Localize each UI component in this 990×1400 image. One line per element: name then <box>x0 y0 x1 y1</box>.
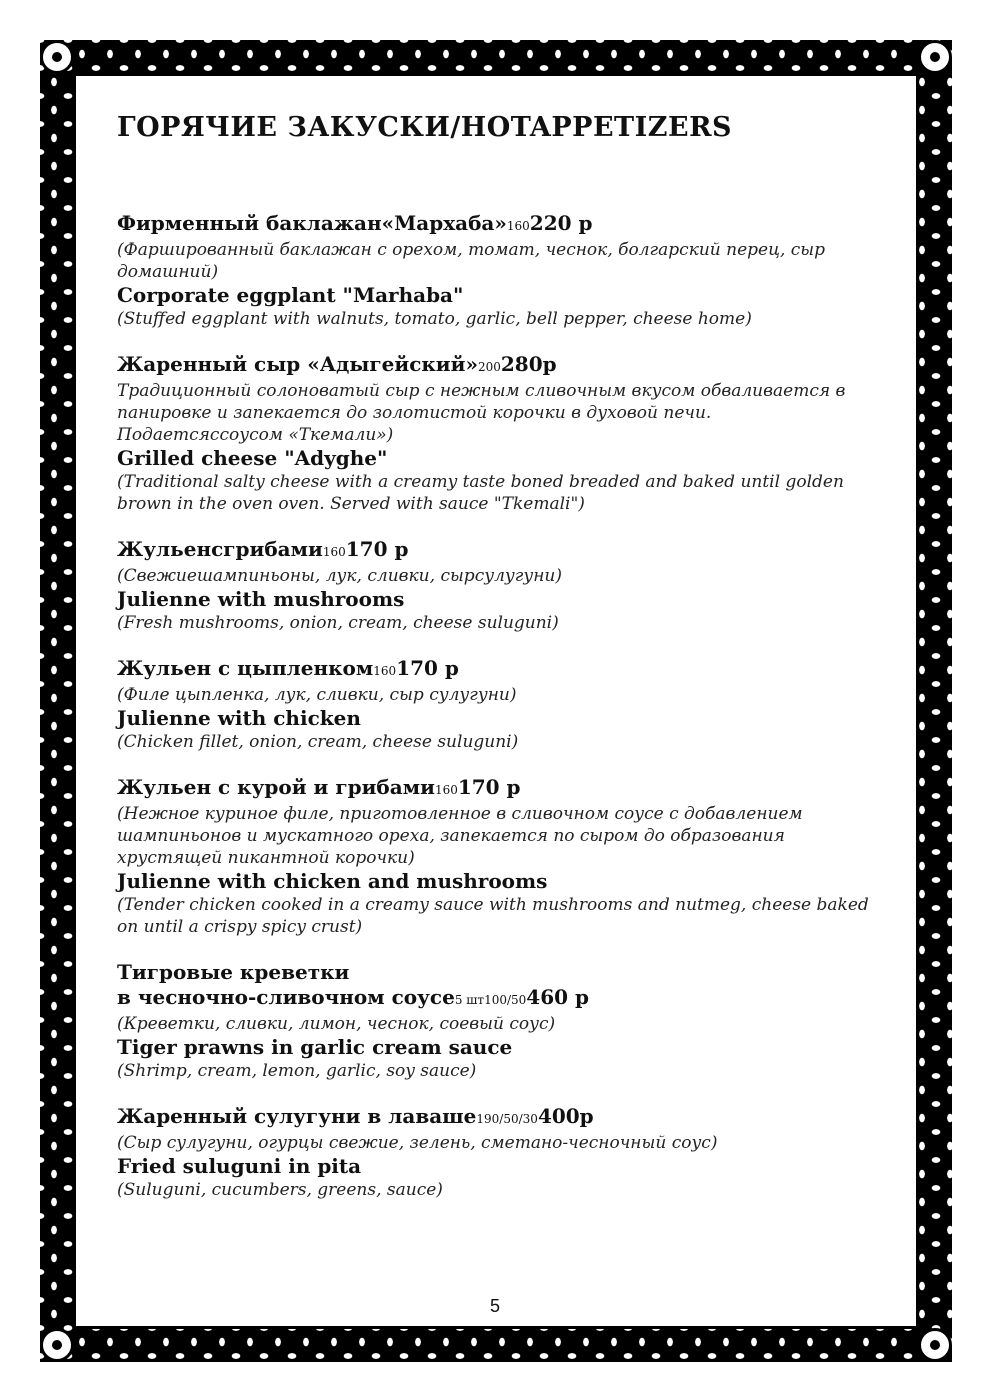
item-desc-en: (Tender chicken cooked in a creamy sauce with mushrooms and nutmeg, cheese baked on until a crispy spicy crust) <box>117 895 869 937</box>
item-desc-ru: (Фаршированный баклажан с орехом, томат, чеснок, болгарский перец, сыр домашний) <box>117 240 826 282</box>
item-desc-ru: (Свежиешампиньоны, лук, сливки, сырсулугуни) <box>117 566 562 586</box>
menu-item <box>117 211 877 330</box>
item-name-en: Julienne with mushrooms <box>117 587 405 611</box>
item-name-ru: Жульен с цыпленком160170 р <box>117 656 459 680</box>
item-desc-en: (Stuffed eggplant with walnuts, tomato, garlic, bell pepper, cheese home) <box>117 309 752 329</box>
corner-ornament-icon <box>918 1328 952 1362</box>
item-name-ru: Фирменный баклажан«Мархаба»160220 р <box>117 211 593 235</box>
page-title: ГОРЯЧИЕ ЗАКУСКИ/HOTAPPETIZERS <box>117 112 732 143</box>
item-desc-en: (Suluguni, cucumbers, greens, sauce) <box>117 1180 443 1200</box>
menu-item <box>117 656 877 753</box>
item-name-en: Corporate eggplant "Marhaba" <box>117 283 464 307</box>
item-price: 280р <box>500 352 557 376</box>
item-name-ru: Жаренный сыр «Адыгейский»200280р <box>117 352 557 376</box>
item-weight: 160 <box>322 545 346 559</box>
item-desc-en: (Shrimp, cream, lemon, garlic, soy sauce) <box>117 1061 477 1081</box>
item-weight: 160 <box>434 783 458 797</box>
item-name-ru: в чесночно-сливочном соусе5 шт100/50460 р <box>117 985 589 1009</box>
item-desc-en: (Fresh mushrooms, onion, cream, cheese suluguni) <box>117 613 559 633</box>
item-desc-ru: (Филе цыпленка, лук, сливки, сыр сулугуни) <box>117 685 517 705</box>
menu-content <box>117 112 877 1223</box>
item-desc-ru: Традиционный солоноватый сыр с нежным сливочным вкусом обваливается в панировке и запекается до золотистой корочки в духовой печи. Подаетсяссоусом «Ткемали») <box>117 381 846 445</box>
item-price: 170 р <box>396 656 459 680</box>
menu-item <box>117 1104 877 1201</box>
item-name-ru: Жаренный сулугуни в лаваше190/50/30400р <box>117 1104 594 1128</box>
item-desc-ru: (Креветки, сливки, лимон, чеснок, соевый соус) <box>117 1014 556 1034</box>
item-desc-en: (Chicken fillet, onion, cream, cheese suluguni) <box>117 732 519 752</box>
menu-item <box>117 960 877 1082</box>
corner-ornament-icon <box>40 40 74 74</box>
item-price: 460 р <box>526 985 589 1009</box>
menu-item <box>117 775 877 938</box>
item-price: 400р <box>537 1104 594 1128</box>
item-name-ru: Жульенсгрибами160170 р <box>117 537 409 561</box>
item-name-en: Tiger prawns in garlic cream sauce <box>117 1035 513 1059</box>
corner-ornament-icon <box>40 1328 74 1362</box>
item-desc-ru: (Нежное куриное филе, приготовленное в сливочном соусе с добавлением шампиньонов и мускатного ореха, запекается по сыром до образования хрустящей пикантной корочки) <box>117 804 803 868</box>
item-price: 220 р <box>529 211 593 235</box>
page-number: 5 <box>489 1296 500 1316</box>
item-name-ru-line1: Тигровые креветки <box>117 960 350 984</box>
item-price: 170 р <box>457 775 521 799</box>
item-name-en: Grilled cheese "Adyghe" <box>117 446 388 470</box>
item-price: 170 р <box>345 537 409 561</box>
menu-item <box>117 352 877 515</box>
item-weight: 5 шт100/50 <box>454 993 527 1007</box>
item-name-en: Julienne with chicken <box>117 706 361 730</box>
item-weight: 160 <box>506 219 530 233</box>
corner-ornament-icon <box>918 40 952 74</box>
item-name-en: Julienne with chicken and mushrooms <box>117 869 548 893</box>
item-weight: 190/50/30 <box>476 1112 538 1126</box>
menu-item <box>117 537 877 634</box>
item-name-ru: Жульен с курой и грибами160170 р <box>117 775 521 799</box>
item-weight: 200 <box>477 360 501 374</box>
item-weight: 160 <box>373 664 397 678</box>
item-name-en: Fried suluguni in pita <box>117 1154 362 1178</box>
item-desc-ru: (Сыр сулугуни, огурцы свежие, зелень, сметано-чесночный соус) <box>117 1133 718 1153</box>
item-desc-en: (Traditional salty cheese with a creamy taste boned breaded and baked until golden brown in the oven oven. Served with sauce "Tkemali") <box>117 472 844 514</box>
